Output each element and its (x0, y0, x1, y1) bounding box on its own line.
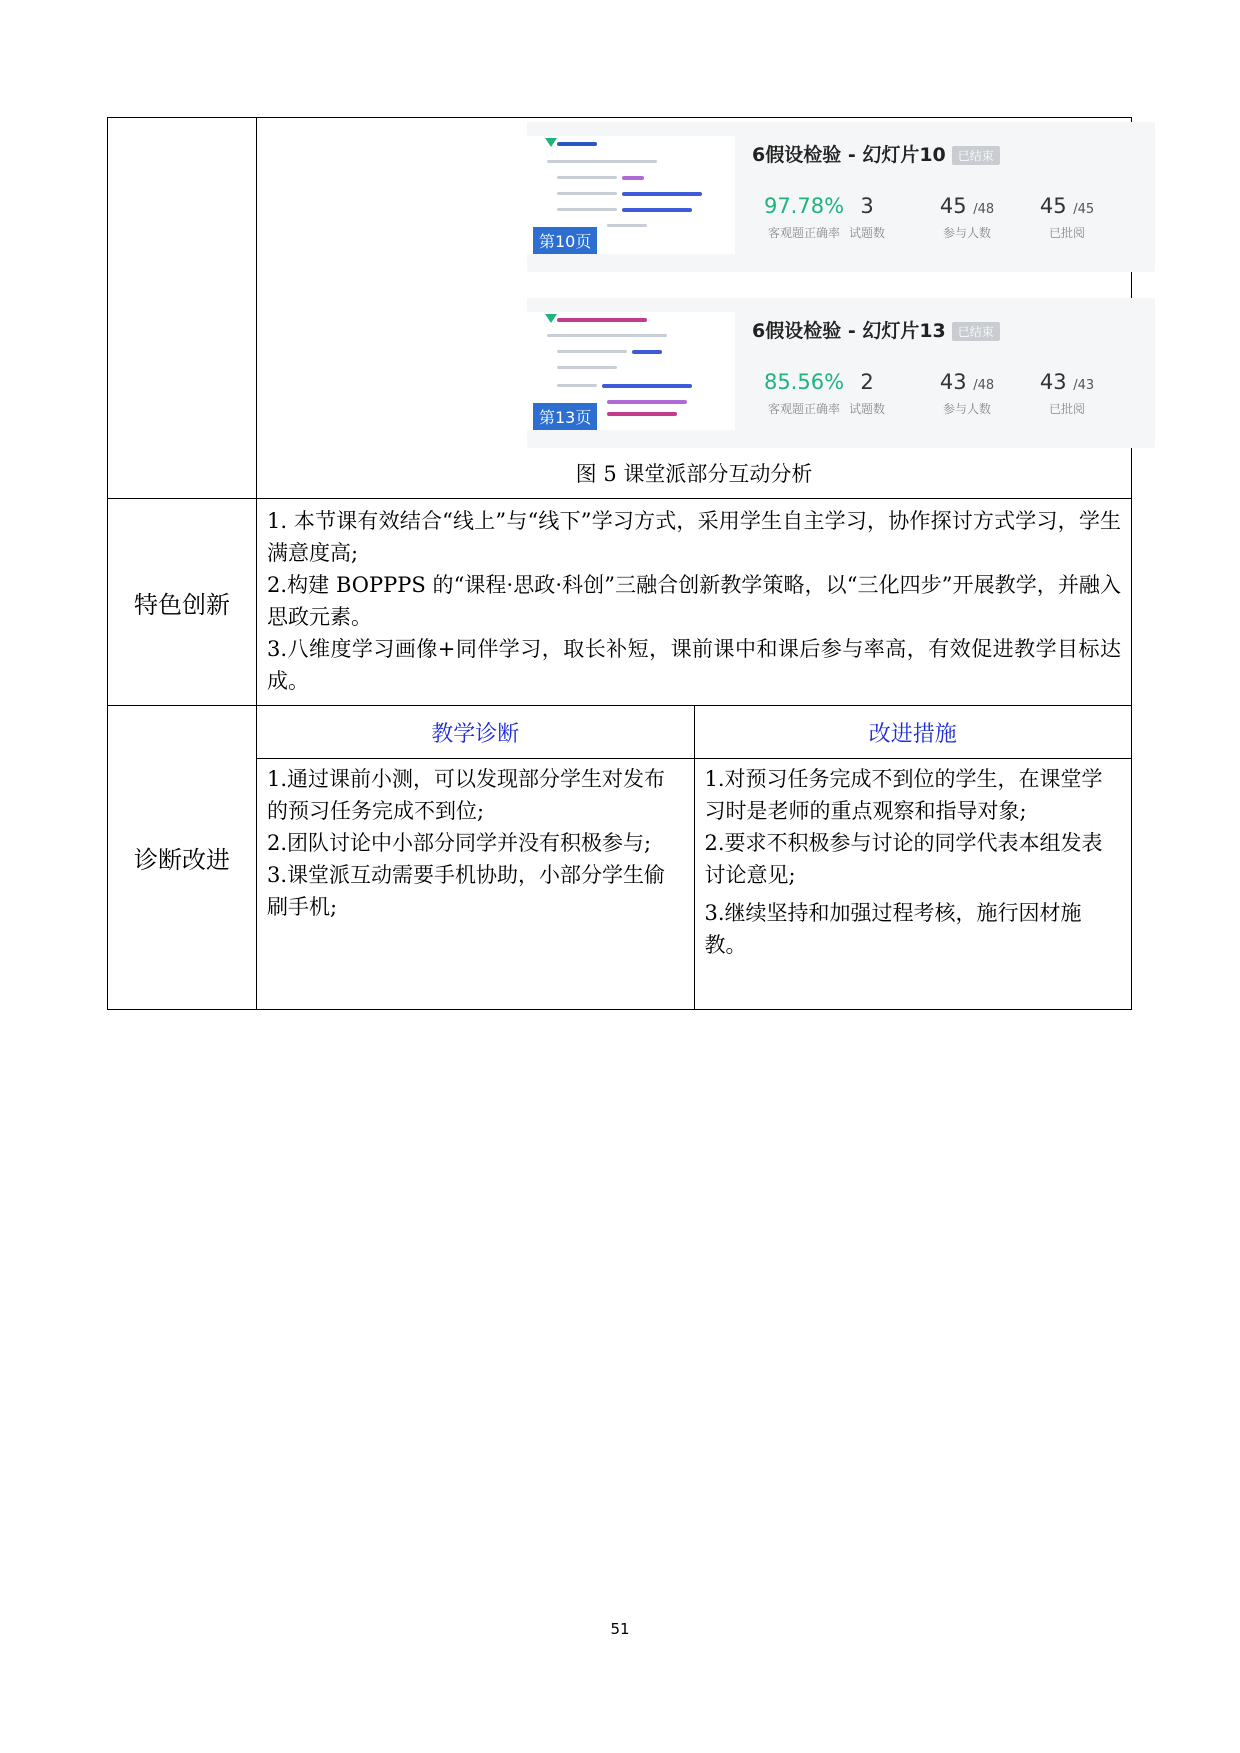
card-title (752, 140, 1000, 167)
stat-value: 2 (860, 370, 874, 394)
thumb-line (557, 176, 617, 179)
figure-wrap (257, 118, 1131, 498)
card-title-text: 6假设检验 - 幻灯片10 (752, 144, 946, 166)
stat-label: 已批阅 (1048, 402, 1085, 416)
thumb-highlight (622, 208, 692, 212)
stat-question-count (827, 370, 907, 417)
card-title (752, 316, 1000, 343)
diagnosis-content (257, 706, 1132, 1010)
thumb-line (557, 350, 627, 353)
thumb-line (547, 334, 667, 337)
stat-label: 客观题正确率 (767, 402, 840, 416)
stat-value (1017, 194, 1117, 218)
figure-caption: 图 5 课堂派部分互动分析 (575, 462, 813, 486)
thumb-highlight (602, 384, 692, 388)
status-badge: 已结束 (952, 146, 1000, 165)
features-label: 特色创新 (108, 499, 257, 706)
thumb-line (607, 224, 647, 227)
improvement-item: 2.要求不积极参与讨论的同学代表本组发表讨论意见; (704, 831, 1103, 887)
diagnosis-list (257, 759, 694, 1010)
page-badge: 第13页 (533, 403, 597, 430)
page-number: 51 (610, 1620, 630, 1638)
slide-thumbnail (527, 312, 735, 430)
stat-value (917, 370, 1017, 394)
stat-reviewed (1017, 194, 1117, 241)
improvement-item: 3.继续坚持和加强过程考核，施行因材施教。 (704, 901, 1082, 957)
stat-label: 已批阅 (1048, 226, 1085, 240)
stat-question-count (827, 194, 907, 241)
stat-participants (917, 194, 1017, 241)
card-title-text: 6假设检验 - 幻灯片13 (752, 320, 946, 342)
empty-label-cell (108, 118, 257, 499)
features-item: 1. 本节课有效结合“线上”与“线下”学习方式，采用学生自主学习，协作探讨方式学习，学生满意度高; (267, 509, 1121, 565)
figure-cell (257, 118, 1132, 499)
stat-number: 45 (1039, 194, 1067, 218)
document-table (107, 117, 1132, 1010)
stat-label: 客观题正确率 (767, 226, 840, 240)
stat-number: 43 (939, 370, 967, 394)
stat-value (917, 194, 1017, 218)
features-item: 2.构建 BOPPPS 的“课程·思政·科创”三融合创新教学策略，以“三化四步”开展教学，并融入思政元素。 (267, 573, 1121, 629)
status-badge: 已结束 (952, 322, 1000, 341)
collapse-triangle-icon (545, 314, 557, 323)
stat-value: 85.56% (763, 370, 845, 394)
improvement-list (694, 759, 1131, 1010)
stat-participants (917, 370, 1017, 417)
thumb-line (547, 160, 657, 163)
stat-value (1017, 370, 1117, 394)
diagnosis-header: 教学诊断 (257, 706, 694, 759)
interaction-card (527, 122, 1155, 272)
stat-label: 试题数 (848, 402, 885, 416)
thumb-highlight (622, 192, 702, 196)
diagnosis-label: 诊断改进 (108, 706, 257, 1010)
diagnosis-item: 1.通过课前小测，可以发现部分学生对发布的预习任务完成不到位; (267, 767, 666, 823)
thumb-highlight (607, 400, 687, 404)
stat-value: 3 (860, 194, 874, 218)
thumb-line (557, 208, 617, 211)
stat-value: 97.78% (763, 194, 845, 218)
stat-total: /48 (973, 202, 995, 217)
stat-label: 试题数 (848, 226, 885, 240)
diagnosis-item: 3.课堂派互动需要手机协助，小部分学生偷刷手机; (267, 863, 666, 919)
stat-label: 参与人数 (942, 402, 991, 416)
collapse-triangle-icon (545, 138, 557, 147)
stat-total: /43 (1073, 378, 1095, 393)
thumb-line (557, 192, 617, 195)
improvement-header: 改进措施 (694, 706, 1131, 759)
improvement-item: 1.对预习任务完成不到位的学生，在课堂学习时是老师的重点观察和指导对象; (704, 767, 1103, 823)
features-item: 3.八维度学习画像+同伴学习，取长补短，课前课中和课后参与率高，有效促进教学目标达成。 (267, 637, 1121, 693)
interaction-card (527, 298, 1155, 448)
stat-total: /45 (1073, 202, 1095, 217)
stat-label: 参与人数 (942, 226, 991, 240)
stat-number: 45 (939, 194, 967, 218)
thumb-highlight (622, 176, 644, 180)
slide-thumbnail (527, 136, 735, 254)
thumb-line (557, 366, 617, 369)
page-badge: 第10页 (533, 227, 597, 254)
thumb-highlight (632, 350, 662, 354)
thumb-heading (557, 142, 597, 146)
stat-number: 43 (1039, 370, 1067, 394)
thumb-heading (557, 318, 647, 322)
thumb-line (557, 384, 597, 387)
diagnosis-subtable (257, 706, 1131, 1009)
features-content (257, 499, 1132, 706)
diagnosis-item: 2.团队讨论中小部分同学并没有积极参与; (267, 831, 652, 855)
thumb-highlight (607, 412, 677, 416)
stat-total: /48 (973, 378, 995, 393)
stat-reviewed (1017, 370, 1117, 417)
